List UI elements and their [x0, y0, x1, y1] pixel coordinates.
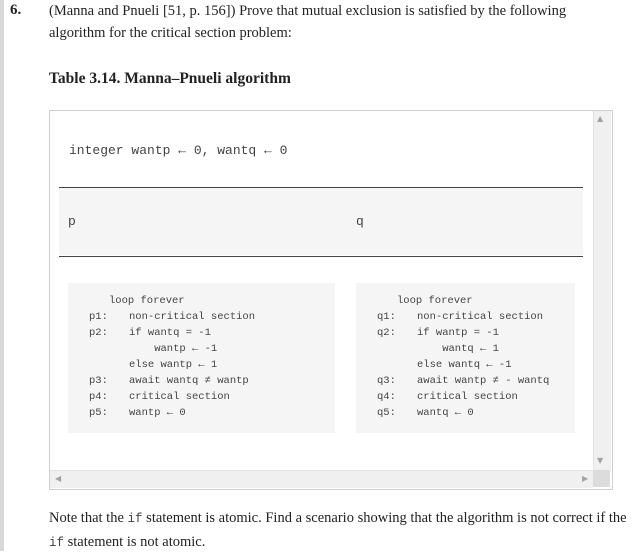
code-line-text: await wantp ≠ - wantq	[417, 375, 550, 387]
code-line-label: q1:	[377, 311, 396, 323]
table-rule-bottom	[59, 256, 583, 257]
scroll-left-icon[interactable]: ◀	[55, 474, 62, 483]
question-text: (Manna and Pnueli [51, p. 156]) Prove that mutual exclusion is satisfied by the following algorithm for the critical section problem:	[49, 3, 567, 41]
code-line-label: q4:	[377, 391, 396, 403]
code-line-text: wantp ← 0	[129, 407, 186, 419]
scrollbar-corner	[593, 470, 610, 487]
code-line-label: p3:	[89, 375, 108, 387]
code-line-label: p4:	[89, 391, 108, 403]
code-line-text: loop forever	[397, 295, 473, 307]
scroll-down-icon[interactable]: ▼	[597, 456, 604, 465]
question-number: 6.	[10, 2, 22, 18]
code-line-text: loop forever	[109, 295, 185, 307]
code-line-text: else wantq ← -1	[417, 359, 512, 371]
code-line-text: else wantp ← 1	[129, 359, 218, 371]
note-text-2: statement is atomic. Find a scenario showing that the algorithm is not correct if the	[142, 510, 627, 526]
code-line-text: wantq ← 1	[417, 343, 499, 355]
code-line-text: if wantp = -1	[417, 327, 499, 339]
code-line-text: critical section	[417, 391, 518, 403]
note-code-if-2: if	[49, 536, 65, 550]
declaration-line: integer wantp ← 0, wantq ← 0	[69, 143, 288, 158]
note-code-if-1: if	[127, 512, 143, 526]
process-p-label: p	[68, 214, 76, 229]
scroll-up-icon[interactable]: ▲	[597, 114, 604, 123]
code-line-text: critical section	[129, 391, 230, 403]
code-line-label: q5:	[377, 407, 396, 419]
code-line-text: wantq ← 0	[417, 407, 474, 419]
horizontal-scrollbar[interactable]	[50, 470, 593, 488]
vertical-scrollbar[interactable]	[593, 111, 611, 471]
table-caption: Table 3.14. Manna–Pnueli algorithm	[49, 70, 291, 87]
note-text-3: statement is not atomic.	[64, 534, 206, 550]
note-paragraph	[49, 507, 629, 555]
process-q-label: q	[356, 214, 364, 229]
code-line-text: non-critical section	[129, 311, 256, 323]
code-line-label: p2:	[89, 327, 108, 339]
code-line-label: p5:	[89, 407, 108, 419]
code-line-label: q3:	[377, 375, 396, 387]
code-line-text: await wantq ≠ wantp	[129, 375, 249, 387]
code-line-label: p1:	[89, 311, 108, 323]
process-header-row	[59, 188, 583, 255]
left-gutter	[0, 0, 4, 551]
scroll-right-icon[interactable]: ▶	[582, 474, 589, 483]
code-line-text: if wantq = -1	[129, 327, 211, 339]
code-line-text: non-critical section	[417, 311, 544, 323]
code-line-label: q2:	[377, 327, 396, 339]
note-text-1: Note that the	[49, 510, 128, 526]
code-line-text: wantp ← -1	[129, 343, 218, 355]
